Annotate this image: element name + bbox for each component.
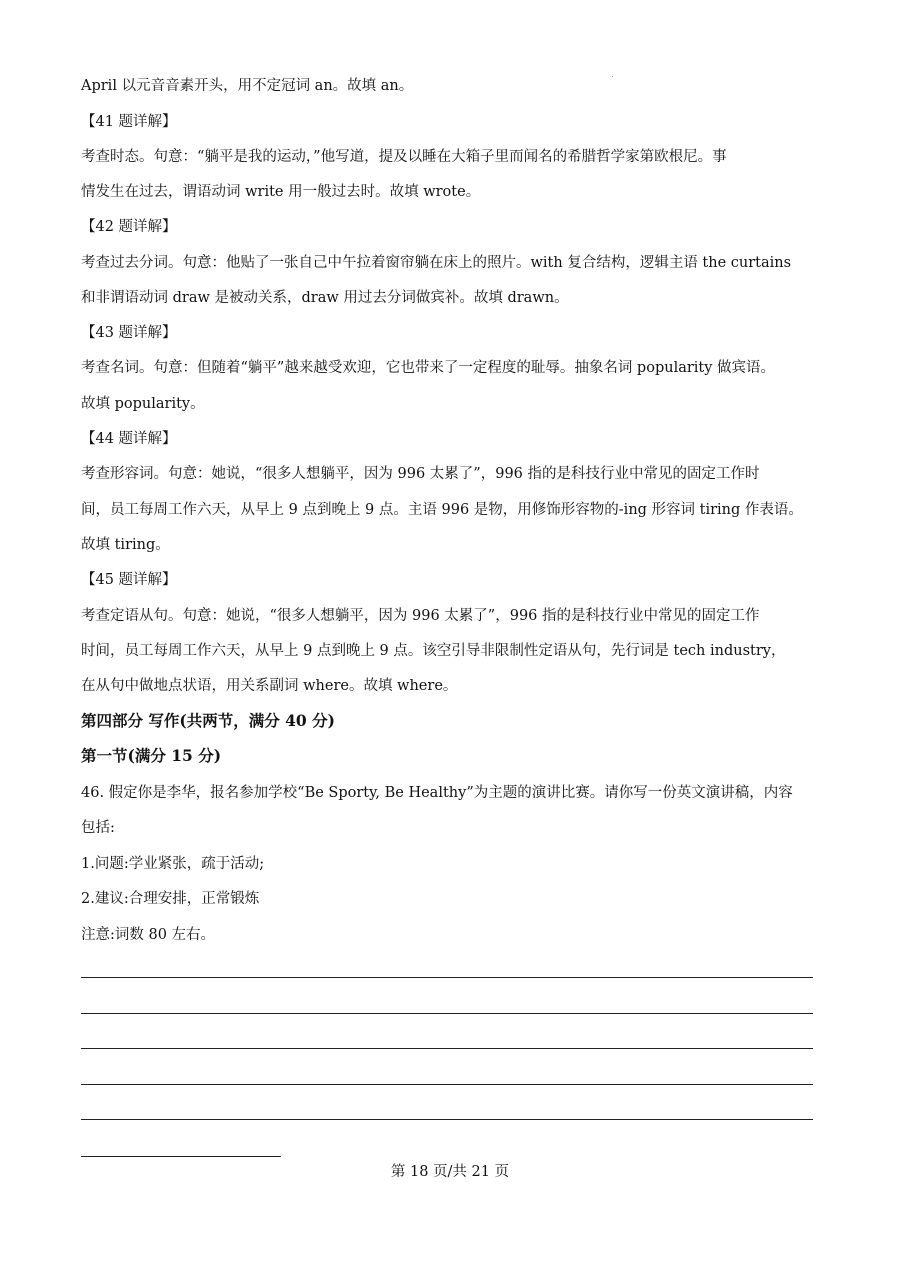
q46-prompt-line1: 46. 假定你是李华，报名参加学校“Be Sporty, Be Healthy”为主题的演讲比赛。请你写一份英文演讲稿，内容 (81, 785, 793, 801)
answer-line[interactable] (81, 1048, 813, 1049)
q44-explanation-line2: 间，员工每周工作六天，从早上 9 点到晚上 9 点。主语 996 是物，用修饰形容物的-ing 形容词 tiring 作表语。 (81, 502, 803, 518)
section1-heading: 第一节(满分 15 分) (81, 746, 222, 765)
q42-heading: 【42 题详解】 (81, 219, 177, 235)
q42-explanation-line1: 考查过去分词。句意：他贴了一张自己中午拉着窗帘躺在床上的照片。with 复合结构，逻辑主语 the curtains (81, 255, 792, 271)
page-number: 第 18 页/共 21 页 (390, 1164, 510, 1180)
answer-line[interactable] (81, 977, 813, 978)
q43-heading: 【43 题详解】 (81, 325, 177, 341)
q46-prompt-line2: 包括: (81, 820, 115, 836)
q44-explanation-line1: 考查形容词。句意：她说，“很多人想躺平，因为 996 太累了”，996 指的是科技行业中常见的固定工作时 (81, 466, 760, 482)
part4-heading: 第四部分 写作(共两节，满分 40 分) (81, 711, 335, 730)
q45-heading: 【45 题详解】 (81, 572, 177, 588)
answer-line[interactable] (81, 1013, 813, 1014)
q43-explanation-line2: 故填 popularity。 (81, 396, 205, 412)
q45-explanation-line3: 在从句中做地点状语，用关系副词 where。故填 where。 (81, 678, 458, 694)
q45-explanation-line2: 时间，员工每周工作六天，从早上 9 点到晚上 9 点。该空引导非限制性定语从句，先行词是 tech industry， (81, 643, 786, 659)
q42-explanation-line2: 和非谓语动词 draw 是被动关系，draw 用过去分词做宾补。故填 drawn。 (81, 290, 569, 306)
q46-point2: 2.建议:合理安排，正常锻炼 (81, 891, 260, 907)
answer-40-explanation-end: April 以元音音素开头，用不定冠词 an。故填 an。 (81, 78, 414, 94)
q46-point1: 1.问题:学业紧张，疏于活动; (81, 856, 265, 872)
q41-explanation-line2: 情发生在过去，谓语动词 write 用一般过去时。故填 wrote。 (81, 184, 481, 200)
q41-heading: 【41 题详解】 (81, 114, 177, 130)
q44-heading: 【44 题详解】 (81, 431, 177, 447)
q43-explanation-line1: 考查名词。句意：但随着“躺平”越来越受欢迎，它也带来了一定程度的耻辱。抽象名词 popularity 做宾语。 (81, 360, 776, 376)
footnote-separator (81, 1156, 281, 1157)
q46-note: 注意:词数 80 左右。 (81, 927, 216, 943)
answer-line[interactable] (81, 1084, 813, 1085)
q45-explanation-line1: 考查定语从句。句意：她说，“很多人想躺平，因为 996 太累了”，996 指的是科技行业中常见的固定工作 (81, 608, 760, 624)
q41-explanation-line1: 考查时态。句意：“躺平是我的运动，”他写道，提及以睡在大箱子里而闻名的希腊哲学家第欧根尼。事 (81, 149, 727, 165)
answer-line[interactable] (81, 1119, 813, 1120)
q44-explanation-line3: 故填 tiring。 (81, 537, 170, 553)
